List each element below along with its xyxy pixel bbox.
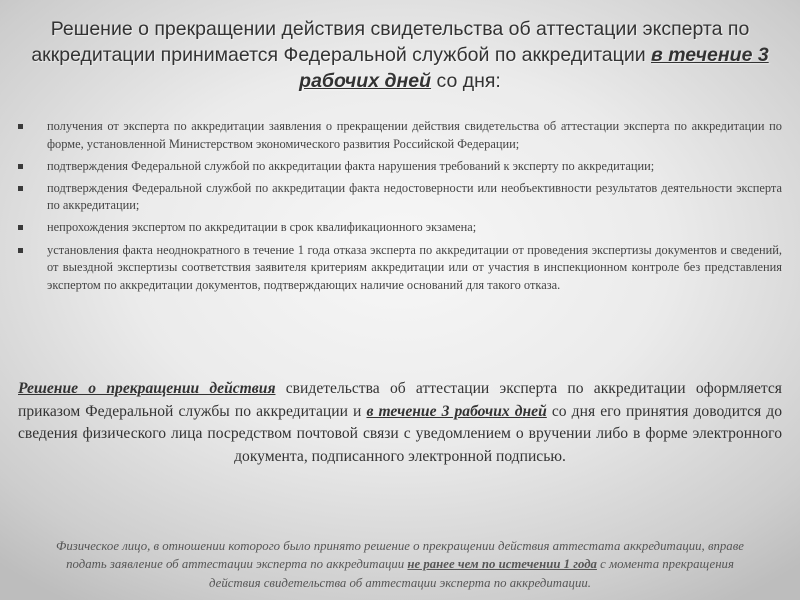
title-text: Решение о прекращении действия свидетельства об аттестации эксперта по аккредитации принимается Федеральной службой по аккредитации [31,18,750,66]
bullet-icon [18,186,23,191]
list-item: установления факта неоднократного в течение 1 года отказа эксперта по аккредитации от проведения экспертизы документов и сведений, от выездной экспертизы соответствия заявителя критериям аккредитации или от участия в инспекционном контроле без представления экспертом по аккредитации документов, подтверждающих наличие оснований для такого отказа. [18,242,782,295]
list-item: непрохождения экспертом по аккредитации в срок квалификационного экзамена; [18,219,782,237]
bullet-icon [18,164,23,169]
list-item: подтверждения Федеральной службой по аккредитации факта нарушения требований к эксперту по аккредитации; [18,158,782,176]
title-text-end: со дня: [436,70,501,92]
footnote-text: Физическое лицо, в отношении которого было принято решение о прекращении действия аттестата аккредитации, вправе подать заявление об аттестации эксперта по аккредитации [56,539,744,572]
title-deadline-emphasis: в течение 3 рабочих дней [299,44,769,92]
list-item: подтверждения Федеральной службой по аккредитации факта недостоверности или необъективности результатов деятельности эксперта по аккредитации; [18,180,782,215]
footnote-emphasis: не ранее чем по истечении 1 года [407,557,597,572]
footnote-text-end: с момента прекращения действия свидетельства об аттестации эксперта по аккредитации. [209,557,734,590]
decision-text: свидетельства об аттестации эксперта по аккредитации оформляется приказом Федеральной службы по аккредитации и [18,380,782,420]
decision-deadline-emphasis: в течение 3 рабочих дней [366,402,547,420]
footnote [40,537,760,592]
decision-paragraph [18,378,782,468]
bullet-icon [18,225,23,230]
decision-text-end: со дня его принятия доводится до сведения физического лица посредством почтовой связи с уведомлением о вручении либо в форме электронного документа, подписанного электронной подписью. [18,402,782,465]
bullet-icon [18,248,23,253]
conditions-list [18,118,782,299]
list-item: получения от эксперта по аккредитации заявления о прекращении действия свидетельства об аттестации эксперта по аккредитации по форме, установленной Министерством экономического развития Российской Федерации; [18,118,782,153]
page-title [30,16,770,94]
bullet-icon [18,124,23,129]
decision-emphasis: Решение о прекращении действия [18,380,276,397]
